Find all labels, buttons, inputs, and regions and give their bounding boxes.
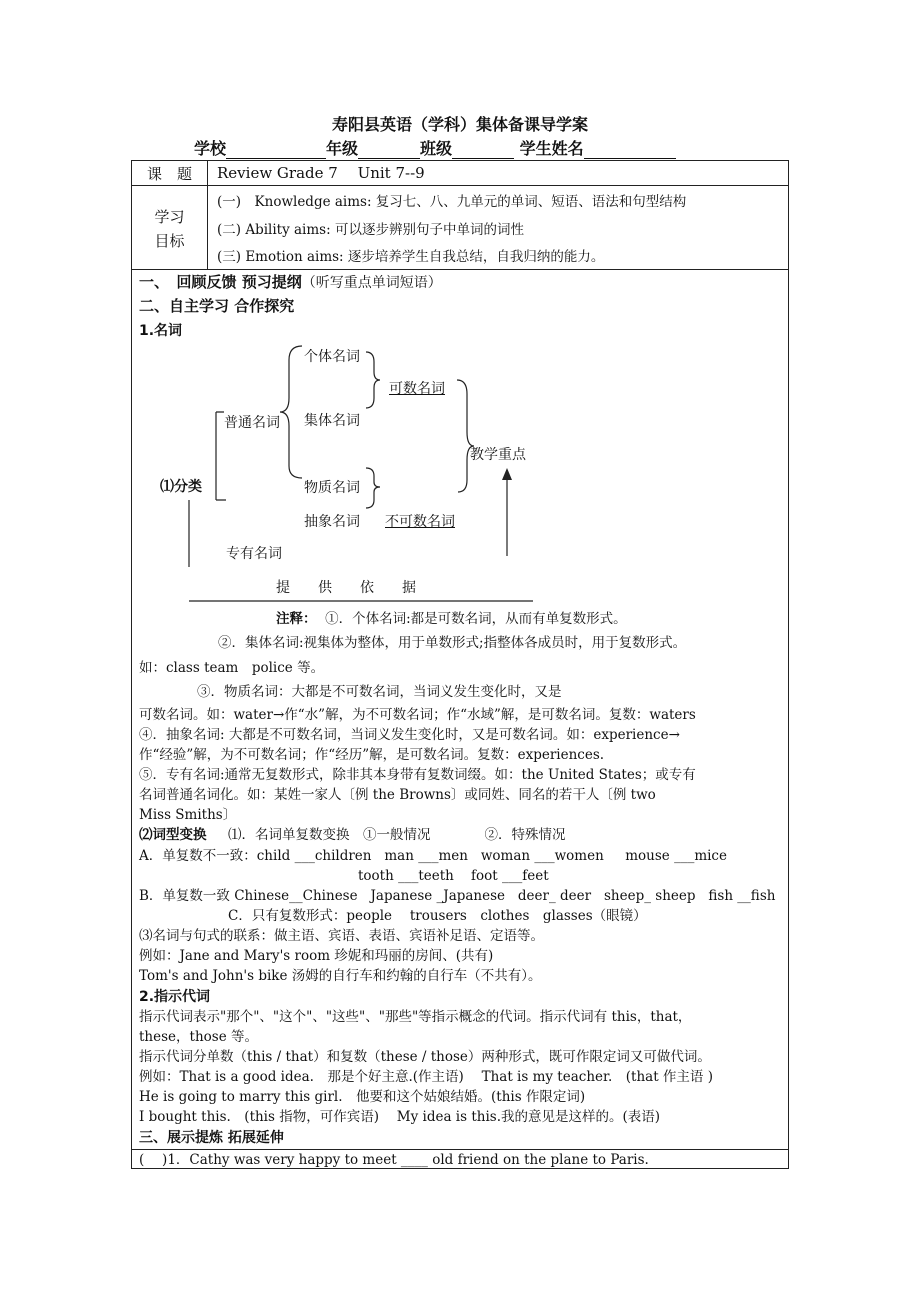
note-4: ③．物质名词：大都是不可数名词，当词义发生变化时，又是 [197, 684, 562, 700]
uncountable-noun: 不可数名词 [385, 514, 455, 530]
example-not-shared: Tom's and John's bike 汤姆的自行车和约翰的自行车（不共有）。 [139, 968, 542, 984]
pair-woman: woman ___women [480, 848, 604, 864]
exercise-q1: ( )1．Cathy was very happy to meet ____ old friend on the plane to Paris. [139, 1152, 649, 1168]
note-10: Miss Smiths〕 [139, 807, 237, 823]
noun-classification-diagram [0, 0, 920, 620]
note-1 [276, 610, 776, 628]
provide-basis: 提 供 依 据 [276, 580, 416, 596]
left-curly-brace [280, 346, 302, 478]
pair-chinese: Chinese__Chinese [234, 888, 358, 904]
pair-mouse: mouse ___mice [625, 848, 727, 864]
pair-child: child ___children [256, 848, 372, 864]
note-7: 作“经验”解，为不可数名词；作“经历”解，是可数名词。复数：experiences. [139, 747, 605, 763]
demonstrative-line-1: 指示代词表示"那个"、"这个"、"这些"、"那些"等指示概念的代词。指示代词有 this，that， [139, 1009, 692, 1025]
noun-sentence-relation: ⑶名词与句式的联系：做主语、宾语、表语、宾语补足语、定语等。 [139, 928, 544, 944]
collective-noun: 集体名词 [304, 413, 360, 429]
note-2: ②．集体名词:视集体为整体，用于单数形式;指整体各成员时，用于复数形式。 [218, 635, 687, 651]
demonstrative-line-5: He is going to marry this girl. 他要和这个姑娘结婚。(this 作限定词) [139, 1089, 586, 1105]
section-review-title: 一、 回顾反馈 预习提纲 [139, 273, 302, 291]
school-label: 学校 [194, 139, 227, 158]
topic-label: 课 题 [146, 165, 192, 183]
table-divider [131, 1149, 789, 1150]
pair-sheep: sheep_ sheep [603, 888, 696, 904]
aim-ability: (二) Ability aims: 可以逐步辨别句子中单词的词性 [217, 222, 524, 238]
note-1-text: ①．个体名词:都是可数名词，从而有单复数形式。 [325, 611, 627, 627]
pair-deer: deer_ deer [517, 888, 592, 904]
note-5: 可数名词。如：water→作“水”解，为不可数名词；作“水域”解，是可数名词。复数：waters [139, 707, 696, 723]
aims-label-1: 学习 [154, 208, 185, 226]
pair-japanese: Japanese _Japanese [370, 888, 506, 904]
aim-emotion: (三) Emotion aims: 逐步培养学生自我总结，自我归纳的能力。 [217, 249, 605, 265]
forms-a-line [139, 847, 787, 865]
proper-noun: 专有名词 [226, 546, 282, 562]
pair-foot: foot ___feet [471, 868, 549, 884]
demonstrative-line-3: 指示代词分单数（this / that）和复数（these / those）两种形式，既可作限定词又可做代词。 [139, 1049, 711, 1065]
forms-a-label: A．单复数不一致： [139, 848, 257, 864]
note-6: ④．抽象名词: 大都是不可数名词，当词义发生变化时，又是可数名词。如：experience→ [139, 727, 680, 743]
note-3: 如：class team police 等。 [139, 660, 325, 676]
class-label: 班级 [420, 139, 453, 158]
forms-b-line [139, 887, 787, 905]
forms-b-label: B．单复数一致 [139, 888, 230, 904]
small-brace-material [366, 468, 380, 508]
section-extension: 三、展示提炼 拓展延伸 [139, 1130, 284, 1146]
word-forms-cases: ⑴．名词单复数变换 ①一般情况 ②．特殊情况 [227, 827, 566, 843]
demonstrative-line-4: 例如：That is a good idea. 那是个好主意.(作主语) That is my teacher. (that 作主语 ) [139, 1069, 713, 1085]
section-self-study: 二、自主学习 合作探究 [139, 297, 295, 315]
common-noun: 普通名词 [224, 415, 280, 431]
note-9: 名词普通名词化。如：某姓一家人〔例 the Browns〕或同姓、同名的若干人〔例 two [139, 787, 656, 803]
pair-fish: fish __fish [708, 888, 776, 904]
forms-c-line: C．只有复数形式：people trousers clothes glasses（眼镜） [228, 908, 647, 924]
note-8: ⑤．专有名词:通常无复数形式，除非其本身带有复数词缀。如：the United States；或专有 [139, 767, 696, 783]
word-forms-label: ⑵词型变换 [139, 827, 207, 843]
small-brace-countable [366, 352, 380, 408]
topic-value: Review Grade 7 Unit 7--9 [217, 164, 425, 182]
pair-man: man ___men [384, 848, 468, 864]
teaching-focus: 教学重点 [470, 447, 526, 463]
abstract-noun: 抽象名词 [304, 514, 360, 530]
section-review-sub: （听写重点单词短语） [301, 275, 442, 291]
individual-noun: 个体名词 [304, 349, 360, 365]
pair-tooth: tooth ___teeth [358, 868, 454, 884]
forms-a-line-2 [358, 867, 778, 885]
student-name-label: 学生姓名 [519, 139, 584, 158]
example-shared: 例如：Jane and Mary's room 珍妮和玛丽的房间、(共有) [139, 948, 494, 964]
classify-label: ⑴分类 [160, 479, 202, 495]
word-forms-line [139, 826, 787, 844]
aim-knowledge: (一) Knowledge aims: 复习七、八、九单元的单词、短语、语法和句型结构 [217, 194, 687, 210]
countable-noun: 可数名词 [389, 381, 445, 397]
focus-brace [457, 380, 474, 492]
noun-heading: 1.名词 [139, 323, 183, 339]
demonstrative-heading: 2.指示代词 [139, 989, 211, 1005]
demonstrative-line-6: I bought this. (this 指物，可作宾语) My idea is this.我的意见是这样的。(表语) [139, 1109, 661, 1125]
aims-label-2: 目标 [154, 232, 185, 250]
note-label: 注释： [276, 611, 317, 627]
grade-label: 年级 [326, 139, 359, 158]
arrow-head-icon [502, 468, 512, 480]
page-title: 寿阳县英语（学科）集体备课导学案 [331, 115, 588, 134]
demonstrative-line-2: these，those 等。 [139, 1029, 258, 1045]
material-noun: 物质名词 [304, 480, 360, 496]
